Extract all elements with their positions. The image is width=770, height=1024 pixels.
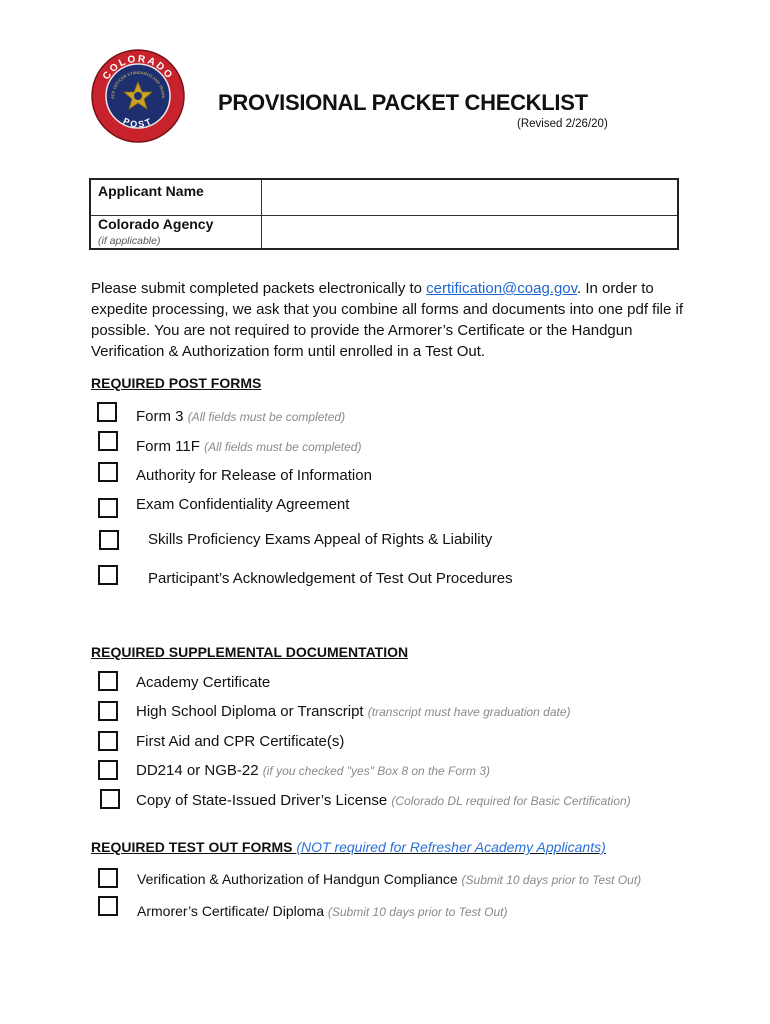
checkbox-test-out-acknowledgement[interactable] xyxy=(98,565,118,585)
supplemental-heading: REQUIRED SUPPLEMENTAL DOCUMENTATION xyxy=(91,644,409,660)
certification-email-link[interactable]: certification@coag.gov xyxy=(426,280,578,297)
applicant-name-row xyxy=(91,180,677,216)
item-skills-appeal: Skills Proficiency Exams Appeal of Rights & Liability xyxy=(148,531,493,548)
item-form-3: Form 3 (All fields must be completed) xyxy=(136,408,346,425)
item-high-school-diploma: High School Diploma or Transcript (transcript must have graduation date) xyxy=(136,703,571,720)
colorado-agency-label: Colorado Agency xyxy=(98,216,214,232)
checkbox-armorer-certificate[interactable] xyxy=(98,896,118,916)
revised-date: (Revised 2/26/20) xyxy=(517,118,608,130)
item-dd214: DD214 or NGB-22 (if you checked "yes" Box 8 on the Form 3) xyxy=(136,762,491,779)
item-handgun-compliance: Verification & Authorization of Handgun Compliance (Submit 10 days prior to Test Out) xyxy=(137,871,642,887)
checkbox-form-11f[interactable] xyxy=(98,431,118,451)
applicant-name-input[interactable] xyxy=(264,186,678,210)
checkbox-high-school-diploma[interactable] xyxy=(98,701,118,721)
item-test-out-acknowledgement: Participant’s Acknowledgement of Test Out Procedures xyxy=(148,570,513,587)
colorado-agency-input[interactable] xyxy=(264,221,678,245)
instructions-text-start: Please submit completed packets electronically to xyxy=(91,280,427,297)
svg-text:COLORADO: COLORADO xyxy=(100,53,176,83)
item-drivers-license: Copy of State-Issued Driver’s License (Colorado DL required for Basic Certification) xyxy=(136,792,631,809)
test-out-heading-note: (NOT required for Refresher Academy Applicants) xyxy=(296,839,606,855)
checkbox-handgun-compliance[interactable] xyxy=(98,868,118,888)
item-authority-release: Authority for Release of Information xyxy=(136,467,372,484)
test-out-heading: REQUIRED TEST OUT FORMS (NOT required for Refresher Academy Applicants) xyxy=(91,839,606,855)
checkbox-drivers-license[interactable] xyxy=(100,789,120,809)
item-first-aid-cpr: First Aid and CPR Certificate(s) xyxy=(136,733,345,750)
checkbox-first-aid-cpr[interactable] xyxy=(98,731,118,751)
item-academy-certificate: Academy Certificate xyxy=(136,674,271,691)
page-title: PROVISIONAL PACKET CHECKLIST xyxy=(218,90,588,115)
instructions-text-end: . In order to expedite processing, we ask that you combine all forms and documents into one pdf file if possible. You are not required to provide the Armorer’s Certificate or the Handgun Verification & Authorization form until enrolled in a Test Out. xyxy=(91,280,683,360)
table-divider xyxy=(261,180,262,248)
post-forms-heading: REQUIRED POST FORMS xyxy=(91,375,262,391)
instructions-paragraph xyxy=(91,278,691,362)
svg-text:POST: POST xyxy=(121,115,155,130)
applicant-info-table xyxy=(89,178,679,250)
colorado-post-logo xyxy=(90,48,186,144)
checkbox-academy-certificate[interactable] xyxy=(98,671,118,691)
checkbox-form-3[interactable] xyxy=(97,402,117,422)
colorado-agency-row xyxy=(91,216,677,248)
applicant-name-label: Applicant Name xyxy=(98,183,204,199)
checkbox-exam-confidentiality[interactable] xyxy=(98,498,118,518)
checkbox-authority-release[interactable] xyxy=(98,462,118,482)
item-exam-confidentiality: Exam Confidentiality Agreement xyxy=(136,496,350,513)
checkbox-skills-appeal[interactable] xyxy=(99,530,119,550)
item-armorer-certificate: Armorer’s Certificate/ Diploma (Submit 10 days prior to Test Out) xyxy=(137,903,508,919)
item-form-11f: Form 11F (All fields must be completed) xyxy=(136,438,362,455)
svg-text:PEACE OFFICER STANDARDS AND TR: ACE OFFICER STANDARDS AND TRAINI xyxy=(109,69,167,99)
agency-applicable-note: (if applicable) xyxy=(98,235,161,247)
checkbox-dd214[interactable] xyxy=(98,760,118,780)
